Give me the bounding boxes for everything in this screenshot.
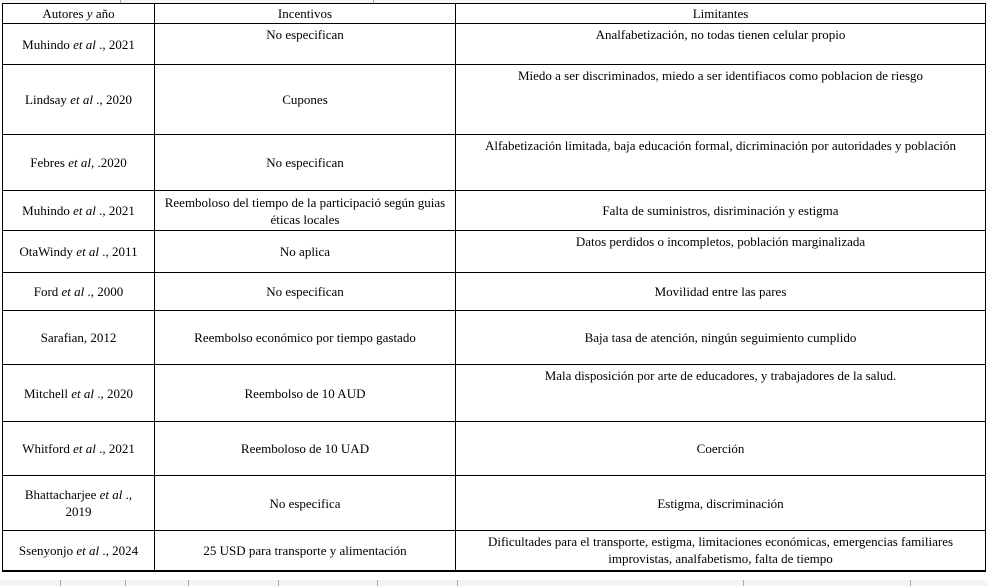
cell-author: [3, 365, 155, 422]
cell-author: [3, 476, 155, 531]
table-row: [3, 422, 986, 476]
author-year: , .2020: [90, 155, 127, 171]
crop-tick: [457, 580, 458, 586]
cell-incentivo: Reemboloso de 10 UAD: [155, 422, 456, 476]
cell-limitante: Baja tasa de atención, ningún seguimiento cumplido: [456, 311, 986, 365]
cell-incentivo: No aplica: [155, 231, 456, 273]
author-text: Bhattacharjee: [24, 487, 100, 502]
author-text: Ssenyonjo: [18, 542, 77, 558]
author-text: Febres: [30, 155, 69, 171]
cell-author: [3, 273, 155, 311]
cell-author: [3, 65, 155, 135]
table-row: [3, 365, 986, 422]
cell-limitante: Mala disposición por arte de educadores, y trabajadores de la salud.: [456, 365, 986, 422]
author-text: Muhindo: [22, 36, 74, 52]
author-et-al: et al: [73, 203, 96, 219]
cell-incentivo: Reembolso económico por tiempo gastado: [155, 311, 456, 365]
author-text: Sarafian, 2012: [40, 330, 117, 346]
table-row: [3, 311, 986, 365]
cell-author: [3, 191, 155, 231]
cell-limitante: Estigma, discriminación: [456, 476, 986, 531]
table-row: [3, 531, 986, 571]
author-et-al: et al: [76, 542, 100, 558]
table-body: [3, 24, 986, 571]
cell-limitante: Falta de suministros, disriminación y estigma: [456, 191, 986, 231]
author-et-al: et al: [73, 441, 96, 457]
author-year: ., 2020: [92, 92, 132, 108]
header-text: Autores: [42, 6, 87, 21]
cell-incentivo: No especifica: [155, 476, 456, 531]
author-et-al: et al: [68, 155, 91, 171]
author-text: Ford: [33, 284, 62, 300]
table-row: [3, 273, 986, 311]
cell-incentivo: No especifican: [155, 273, 456, 311]
table-row: [3, 65, 986, 135]
cell-author: [3, 311, 155, 365]
header-text: año: [92, 6, 115, 21]
cell-limitante: Analfabetización, no todas tienen celular propio: [456, 24, 986, 65]
cell-limitante: Coerción: [456, 422, 986, 476]
cropped-row-artifact-bottom: [0, 580, 988, 586]
col-header-autores: [3, 4, 155, 24]
author-year: ., 2011: [99, 244, 138, 260]
cell-incentivo: Cupones: [155, 65, 456, 135]
incentives-limitations-table: [2, 3, 986, 572]
author-year: ., 2019: [65, 487, 133, 520]
author-text: Lindsay: [25, 92, 71, 108]
author-year: ., 2000: [84, 284, 124, 300]
cell-author: [3, 422, 155, 476]
cell-author: [3, 531, 155, 571]
col-header-incentivos: Incentivos: [155, 4, 456, 24]
author-year: ., 2021: [95, 36, 135, 52]
col-header-limitantes: Limitantes: [456, 4, 986, 24]
author-year: ., 2021: [95, 203, 135, 219]
crop-tick: [125, 580, 126, 586]
table-row: [3, 135, 986, 191]
author-et-al: et al: [76, 244, 100, 260]
crop-tick: [188, 580, 189, 586]
author-et-al: et al: [71, 385, 95, 401]
author-text: Muhindo: [22, 203, 74, 219]
header-text-italic: y: [86, 6, 93, 21]
crop-tick: [60, 580, 61, 586]
author-year: ., 2021: [95, 441, 135, 457]
cell-limitante: Miedo a ser discriminados, miedo a ser identifiacos como poblacion de riesgo: [456, 65, 986, 135]
table-row: [3, 191, 986, 231]
cell-limitante: Movilidad entre las pares: [456, 273, 986, 311]
cell-limitante: Alfabetización limitada, baja educación formal, dicriminación por autoridades y población: [456, 135, 986, 191]
cell-limitante: Datos perdidos o incompletos, población marginalizada: [456, 231, 986, 273]
cell-author: [3, 24, 155, 65]
table-header: [3, 4, 986, 24]
crop-tick: [910, 580, 911, 586]
cell-incentivo: Reemboloso del tiempo de la participació según guias éticas locales: [155, 191, 456, 231]
table-row: [3, 231, 986, 273]
crop-tick: [278, 580, 279, 586]
table-row: [3, 476, 986, 531]
header-row: [3, 4, 986, 24]
author-text: Mitchell: [23, 385, 72, 401]
author-year: ., 2020: [94, 385, 134, 401]
cell-author: [3, 231, 155, 273]
author-text: Whitford: [22, 441, 74, 457]
table-row: [3, 24, 986, 65]
cell-author: [3, 135, 155, 191]
crop-tick: [377, 580, 378, 586]
cell-limitante: Dificultades para el transporte, estigma, limitaciones económicas, emergencias familiares improvistas, analfabetismo, falta de tiempo: [456, 531, 986, 571]
author-text: OtaWindy: [19, 244, 77, 260]
cell-incentivo: Reembolso de 10 AUD: [155, 365, 456, 422]
author-et-al: et al: [99, 487, 123, 502]
author-et-al: et al: [70, 92, 93, 108]
author-et-al: et al: [61, 284, 85, 300]
author-year: ., 2024: [99, 542, 139, 558]
cell-incentivo: 25 USD para transporte y alimentación: [155, 531, 456, 571]
cell-incentivo: No especifican: [155, 135, 456, 191]
author-et-al: et al: [73, 36, 96, 52]
cell-incentivo: No especifican: [155, 24, 456, 65]
crop-tick: [743, 580, 744, 586]
